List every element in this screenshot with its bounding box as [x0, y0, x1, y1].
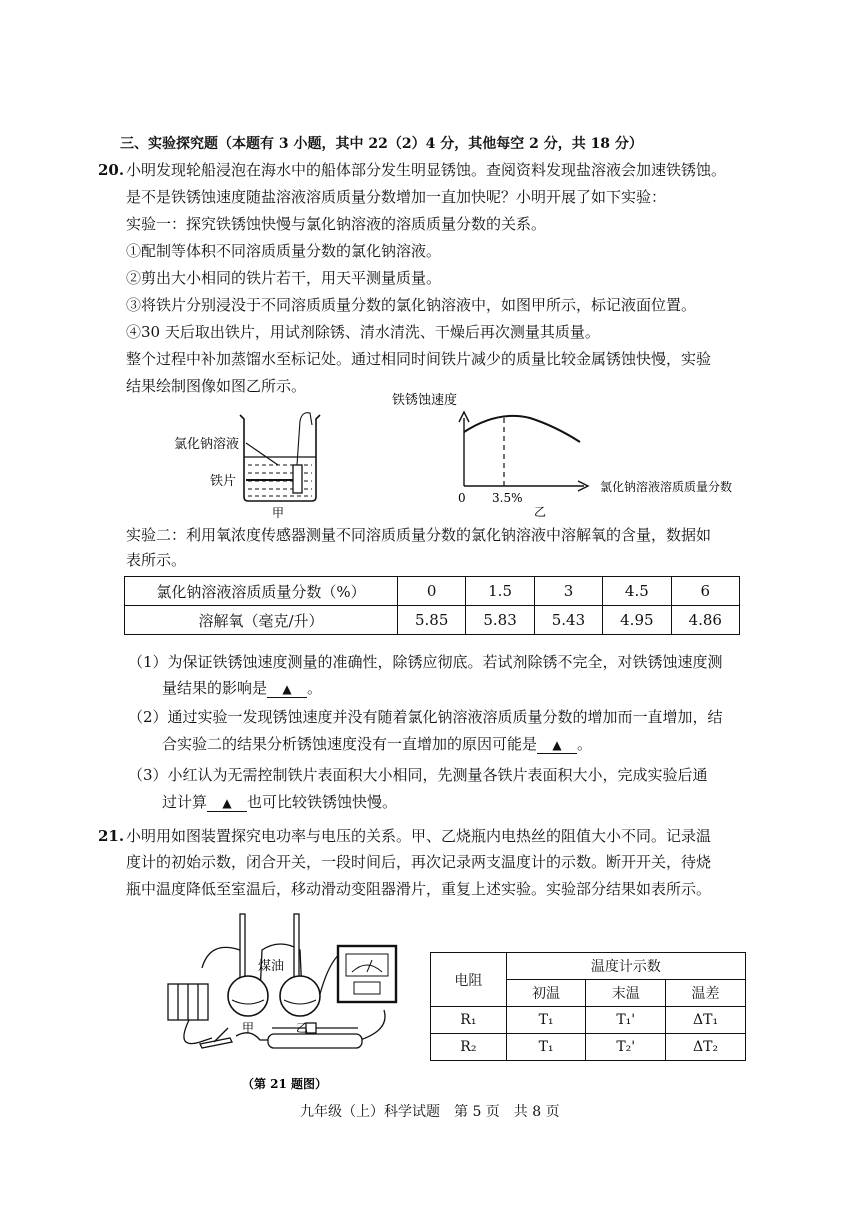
exp2-line: 表所示。	[126, 551, 187, 569]
q20-line: 整个过程中补加蒸馏水至标记处。通过相同时间铁片减少的质量比较金属锈蚀快慢，实验	[126, 350, 712, 368]
table-header-cell: 溶解氧（毫克/升）	[125, 606, 398, 635]
sub-question-1-end: 。	[307, 679, 323, 697]
table-row	[431, 1034, 746, 1061]
table-cell: 4.86	[671, 606, 739, 635]
answer-blank[interactable]: ▲	[267, 681, 307, 698]
q20-line: ①配制等体积不同溶质质量分数的氯化钠溶液。	[126, 242, 442, 260]
caption-yi: 乙	[534, 505, 547, 519]
table-cell: 3	[534, 577, 602, 606]
rheostat	[268, 1023, 362, 1048]
q20-line: ②剪出大小相同的铁片若干，用天平测量质量。	[126, 269, 442, 287]
table-header-cell: 电阻	[431, 953, 507, 1007]
label-iron: 铁片	[210, 474, 237, 489]
sub-question-3: （3）小红认为无需控制铁片表面积大小相同，先测量各铁片表面积大小，完成实验后通	[128, 766, 708, 784]
sub-question-3-blank-line	[162, 792, 397, 812]
q21-line: 小明用如图装置探究电功率与电压的关系。甲、乙烧瓶内电热丝的阻值大小不同。记录温	[126, 827, 712, 845]
table-header-cell: 末温	[586, 980, 666, 1007]
sub-question-1-blank-line	[162, 678, 322, 698]
table-cell: R₂	[431, 1034, 507, 1061]
table-header-cell: 温差	[666, 980, 746, 1007]
section-title: 三、实验探究题（本题有 3 小题，其中 22（2）4 分，其他每空 2 分，共 18 分）	[120, 136, 643, 152]
sub-question-3-end: 也可比较铁锈蚀快慢。	[247, 793, 398, 811]
rate-curve	[464, 416, 580, 442]
table-cell: T₁'	[586, 1007, 666, 1034]
q21-line: 瓶中温度降低至室温后，移动滑动变阻器滑片，重复上述实验。实验部分结果如表所示。	[126, 880, 712, 898]
sub-question-2: （2）通过实验一发现锈蚀速度并没有随着氯化钠溶液溶质质量分数的增加而一直增加，结	[128, 708, 723, 726]
beaker-outline	[240, 415, 320, 501]
table-row	[431, 953, 746, 980]
label-kerosene: 煤油	[258, 959, 285, 974]
graph-xlabel: 氯化钠溶液溶质质量分数	[600, 480, 733, 494]
table-header-cell: 氯化钠溶液溶质质量分数（%）	[125, 577, 398, 606]
graph-origin: 0	[458, 491, 466, 505]
q20-line: 结果绘制图像如图乙所示。	[126, 377, 307, 395]
sub-question-2-text: 合实验二的结果分析锈蚀速度没有一直增加的原因可能是	[162, 735, 538, 753]
table-cell: 5.43	[534, 606, 602, 635]
table-header-cell: 温度计示数	[506, 953, 745, 980]
table-cell: 1.5	[466, 577, 534, 606]
table-row	[431, 1007, 746, 1034]
label-flask-jia: 甲	[242, 1021, 255, 1035]
caption-jia: 甲	[272, 506, 285, 520]
q20-line: ④30 天后取出铁片，用试剂除锈、清水清洗、干燥后再次测量其质量。	[126, 323, 600, 341]
circuit-wire	[360, 1010, 385, 1040]
table-cell: 4.5	[603, 577, 671, 606]
q20-line: 实验一：探究铁锈蚀快慢与氯化钠溶液的溶质质量分数的关系。	[126, 215, 547, 233]
temperature-table	[430, 952, 746, 1061]
q20-line: 小明发现轮船浸泡在海水中的船体部分发生明显锈蚀。查阅资料发现盐溶液会加速铁锈蚀。	[126, 161, 727, 179]
beaker-figure	[160, 405, 330, 520]
question-number-21: 21.	[98, 827, 125, 845]
q21-line: 度计的初始示数，闭合开关，一段时间后，再次记录两支温度计的示数。断开开关，待烧	[126, 853, 712, 871]
flask-yi	[280, 976, 320, 1016]
circuit-figure	[160, 910, 420, 1095]
table-header-cell: 初温	[506, 980, 586, 1007]
sub-question-2-end: 。	[577, 735, 593, 753]
table-cell: ΔT₁	[666, 1007, 746, 1034]
table-cell: ΔT₂	[666, 1034, 746, 1061]
table-row	[125, 577, 740, 606]
q20-line: ③将铁片分别浸没于不同溶质质量分数的氯化钠溶液中，如图甲所示，标记液面位置。	[126, 296, 697, 314]
table-cell: T₁	[506, 1034, 586, 1061]
switch	[200, 1028, 232, 1048]
sub-question-1: （1）为保证铁锈蚀速度测量的准确性，除锈应彻底。若试剂除锈不完全，对铁锈蚀速度测	[128, 653, 723, 671]
sub-question-1-text: 量结果的影响是	[162, 679, 268, 697]
rust-rate-graph	[380, 388, 770, 520]
label-solution: 氯化钠溶液	[174, 437, 240, 452]
iron-sheet	[293, 465, 302, 493]
solution-leader-line	[246, 443, 278, 465]
page-footer: 九年级（上）科学试题 第 5 页 共 8 页	[300, 1104, 560, 1120]
answer-blank[interactable]: ▲	[537, 737, 577, 754]
sub-question-3-text: 过计算	[162, 793, 208, 811]
table-cell: 0	[397, 577, 465, 606]
graph-ylabel: 铁锈蚀速度	[392, 393, 458, 408]
label-flask-yi: 乙	[296, 1021, 309, 1035]
sub-question-2-blank-line	[162, 734, 592, 754]
table-cell: 6	[671, 577, 739, 606]
table-cell: T₂'	[586, 1034, 666, 1061]
circuit-wire	[184, 1018, 212, 1044]
table-row	[125, 606, 740, 635]
table-cell: 4.95	[603, 606, 671, 635]
voltmeter	[338, 946, 396, 1002]
battery	[168, 984, 208, 1020]
graph-peak-label: 3.5%	[492, 491, 523, 505]
table-cell: 5.85	[397, 606, 465, 635]
table-cell: 5.83	[466, 606, 534, 635]
question-number-20: 20.	[98, 161, 125, 179]
oxygen-table	[124, 576, 740, 635]
table-cell: R₁	[431, 1007, 507, 1034]
q20-line: 是不是铁锈蚀速度随盐溶液溶质质量分数增加一直加快呢？小明开展了如下实验：	[126, 188, 667, 206]
figure-caption: （第 21 题图）	[242, 1077, 328, 1091]
flask-jia	[228, 976, 268, 1016]
exp2-line: 实验二：利用氧浓度传感器测量不同溶质质量分数的氯化钠溶液中溶解氧的含量，数据如	[126, 526, 712, 544]
answer-blank[interactable]: ▲	[207, 795, 247, 812]
table-cell: T₁	[506, 1007, 586, 1034]
